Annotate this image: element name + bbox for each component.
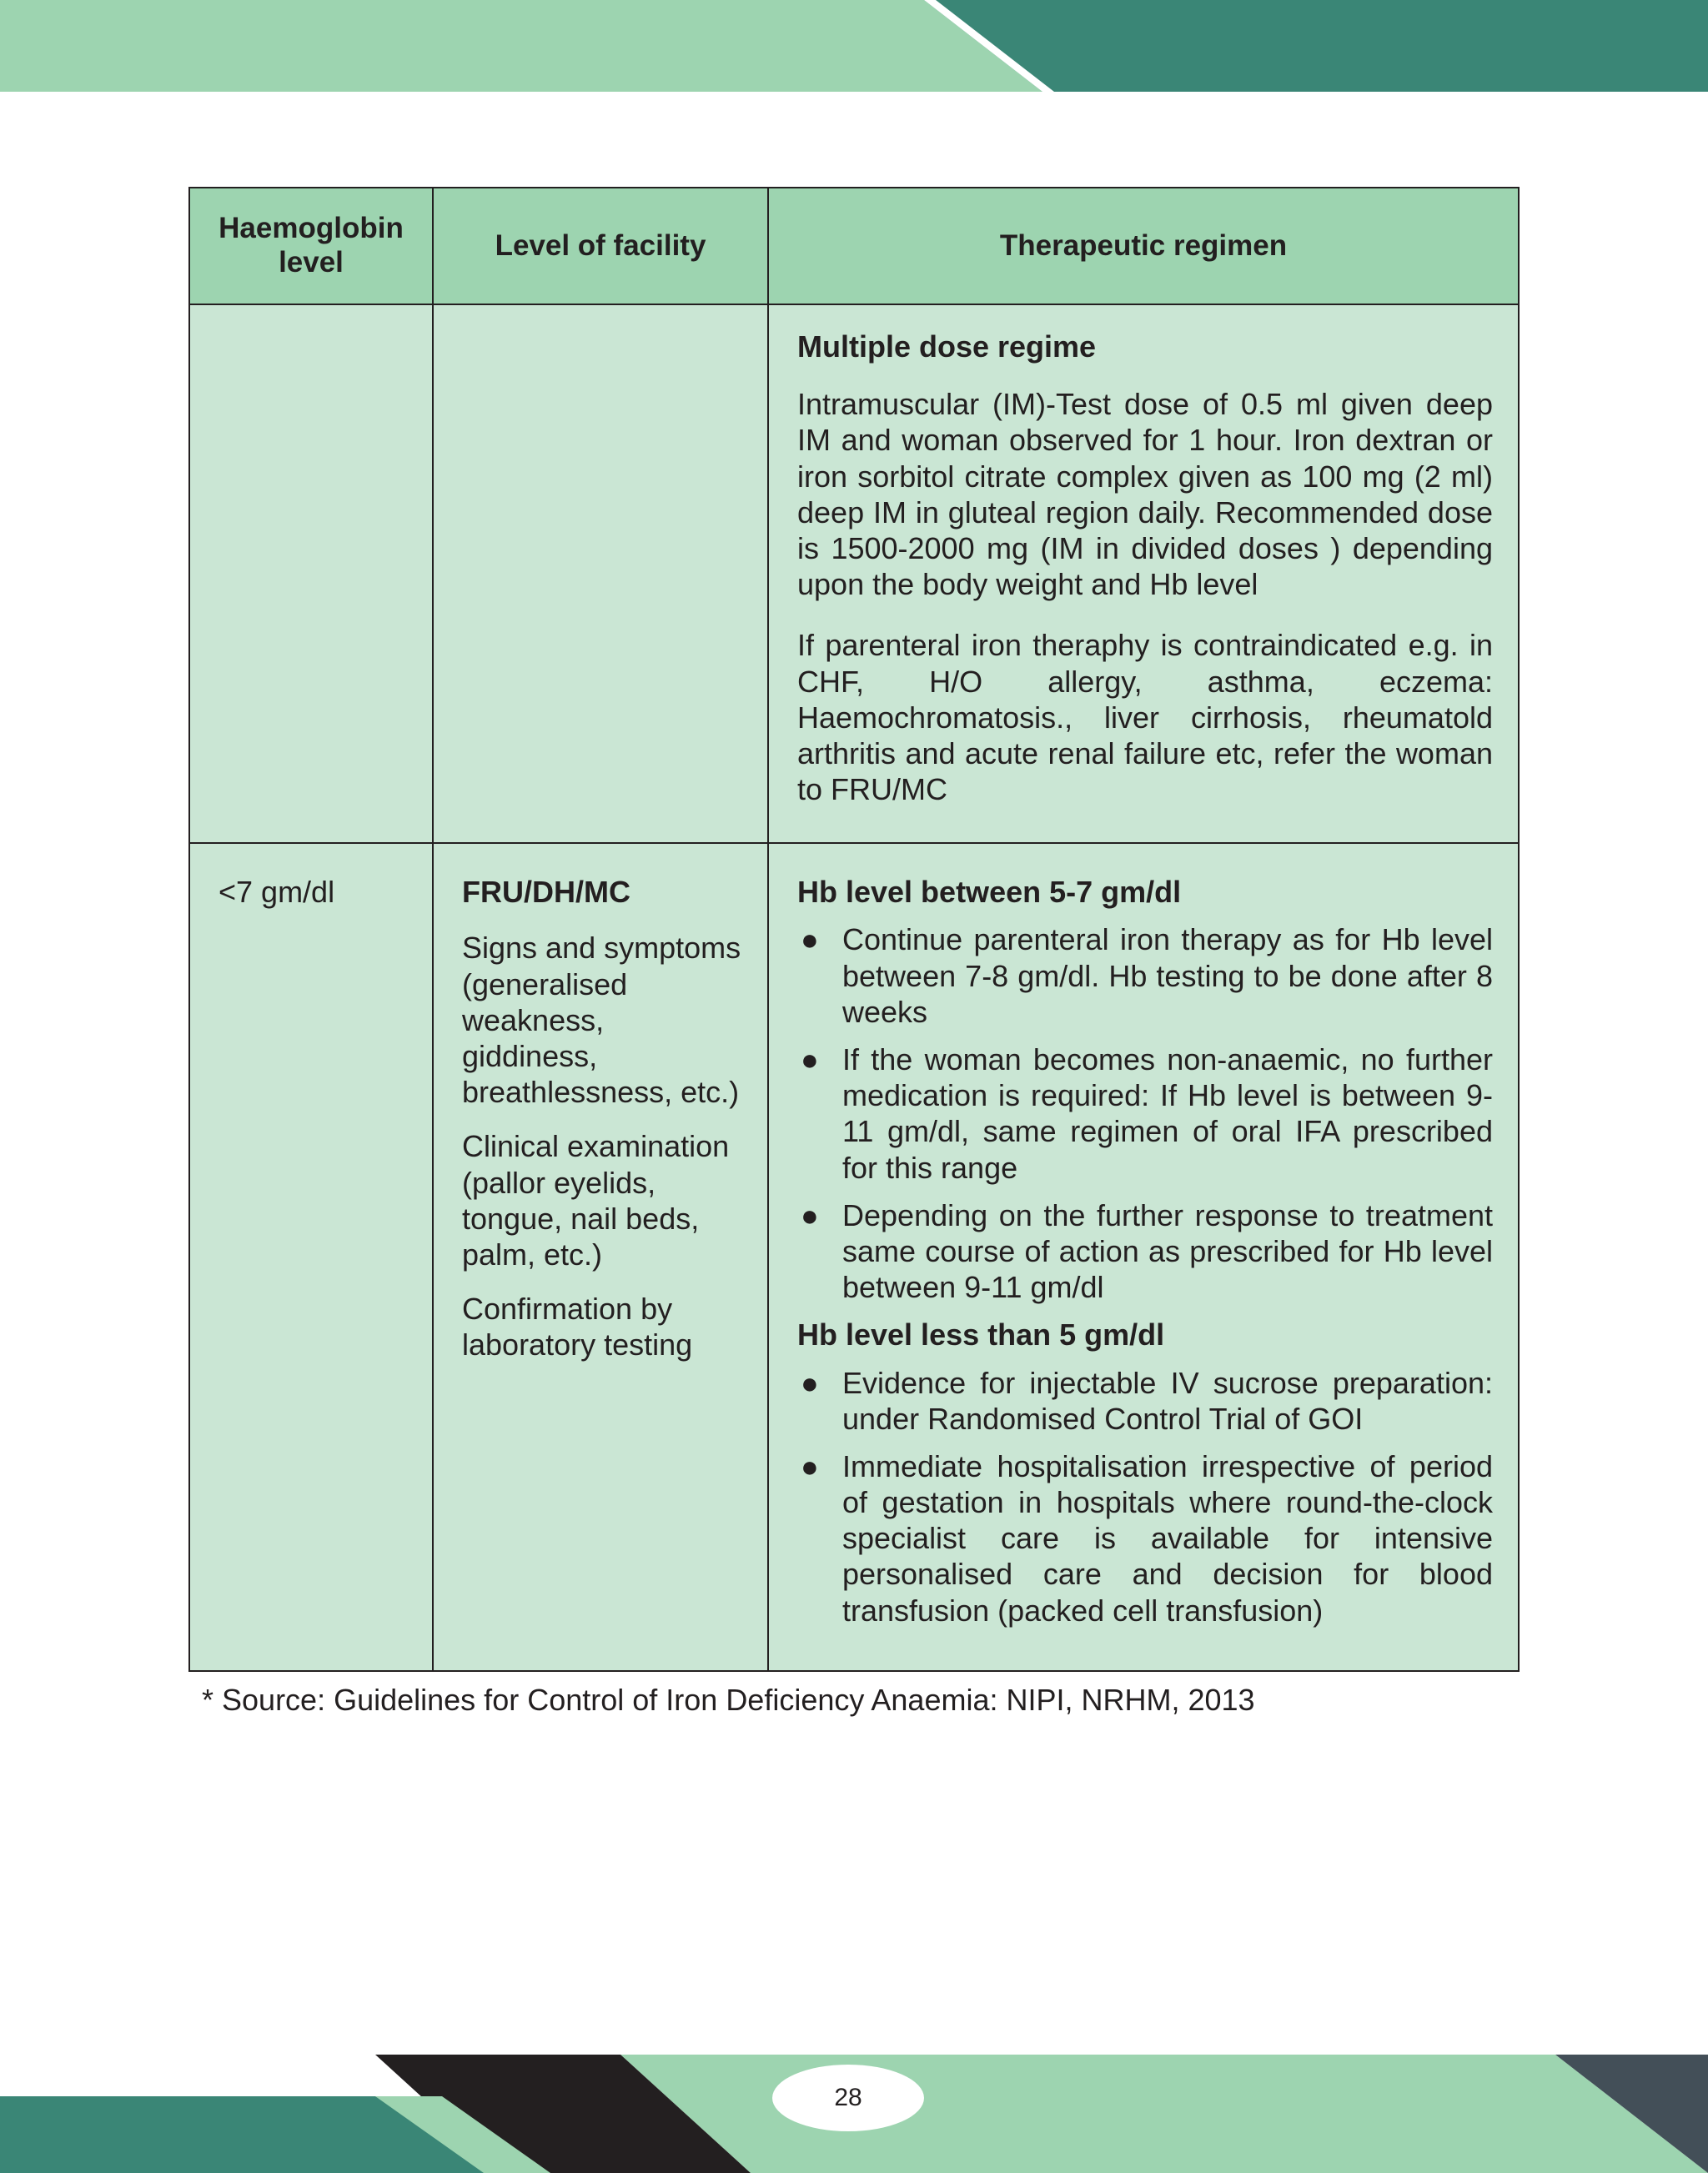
list-item-text: Immediate hospitalisation irrespective of period of gestation in hospitals where round-the-clock specialist care is available for intensive personalised care and decision for blood transfusion (packed cell transfusion) [842, 1448, 1493, 1628]
facility-paragraph: Signs and symptoms (generalised weakness, giddiness, breathlessness, etc.) [462, 931, 741, 1110]
page-number-badge [772, 2065, 924, 2131]
source-footnote: * Source: Guidelines for Control of Iron Deficiency Anaemia: NIPI, NRHM, 2013 [202, 1683, 1255, 1717]
bullet-icon: ● [801, 1448, 819, 1483]
top-banner [0, 0, 1708, 92]
page-number: 28 [834, 2084, 862, 2111]
facility-paragraph: Clinical examination (pallor eyelids, tongue, nail beds, palm, etc.) [462, 1129, 730, 1272]
list-item-text: Depending on the further response to treatment same course of action as prescribed for Hb level between 9-11 gm/dl [842, 1197, 1493, 1305]
list-item [797, 1041, 1493, 1186]
list-item [797, 1365, 1493, 1437]
facility-title: FRU/DH/MC [462, 875, 630, 910]
cell-regimen [768, 304, 1519, 843]
header-therapeutic-regimen: Therapeutic regimen [768, 188, 1519, 304]
regimen-subheading: Hb level less than 5 gm/dl [797, 1317, 1165, 1352]
cell-hb-level: <7 gm/dl [189, 843, 433, 1671]
regimen-subheading: Hb level between 5-7 gm/dl [797, 875, 1182, 910]
regimen-paragraph: Intramuscular (IM)-Test dose of 0.5 ml given deep IM and woman observed for 1 hour. Iron dextran or iron sorbitol citrate complex given as 100 mg (2 ml) deep IM in gluteal region daily. Recommended dose is 1500-2000 mg (IM in divided doses ) depending upon the body weight and Hb level [797, 387, 1493, 602]
cell-regimen [768, 843, 1519, 1671]
bullet-icon: ● [801, 1042, 819, 1076]
regimen-bullet-list [797, 921, 1493, 1305]
list-item [797, 921, 1493, 1030]
facility-paragraph: Confirmation by laboratory testing [462, 1292, 693, 1363]
list-item-text: Evidence for injectable IV sucrose preparation: under Randomised Control Trial of GOI [842, 1365, 1493, 1436]
header-hb-level: Haemoglobin level [189, 188, 433, 304]
list-item-text: Continue parenteral iron therapy as for Hb level between 7-8 gm/dl. Hb testing to be done after 8 weeks [842, 922, 1493, 1029]
top-banner-teal-wedge [924, 0, 1708, 92]
list-item [797, 1448, 1493, 1628]
bullet-icon: ● [801, 922, 819, 957]
cell-facility [433, 304, 768, 843]
regimen-paragraph: If parenteral iron theraphy is contraindicated e.g. in CHF, H/O allergy, asthma, eczema: Haemochromatosis., liver cirrhosis, rheumatold arthritis and acute renal failure etc, refer the woman to FRU/MC [797, 628, 1493, 807]
cell-hb-level [189, 304, 433, 843]
bullet-icon: ● [801, 1365, 819, 1400]
bullet-icon: ● [801, 1197, 819, 1232]
anaemia-regimen-table [188, 187, 1520, 1672]
table-row [189, 304, 1519, 843]
list-item [797, 1197, 1493, 1306]
list-item-text: If the woman becomes non-anaemic, no further medication is required: If Hb level is between 9-11 gm/dl, same regimen of oral IFA prescribed for this range [842, 1042, 1493, 1185]
regimen-bullet-list [797, 1365, 1493, 1628]
header-level-of-facility: Level of facility [433, 188, 768, 304]
regimen-subheading: Multiple dose regime [797, 329, 1097, 364]
anaemia-regimen-table-container [188, 187, 1518, 1672]
cell-facility [433, 843, 768, 1671]
table-header-row [189, 188, 1519, 304]
table-row [189, 843, 1519, 1671]
